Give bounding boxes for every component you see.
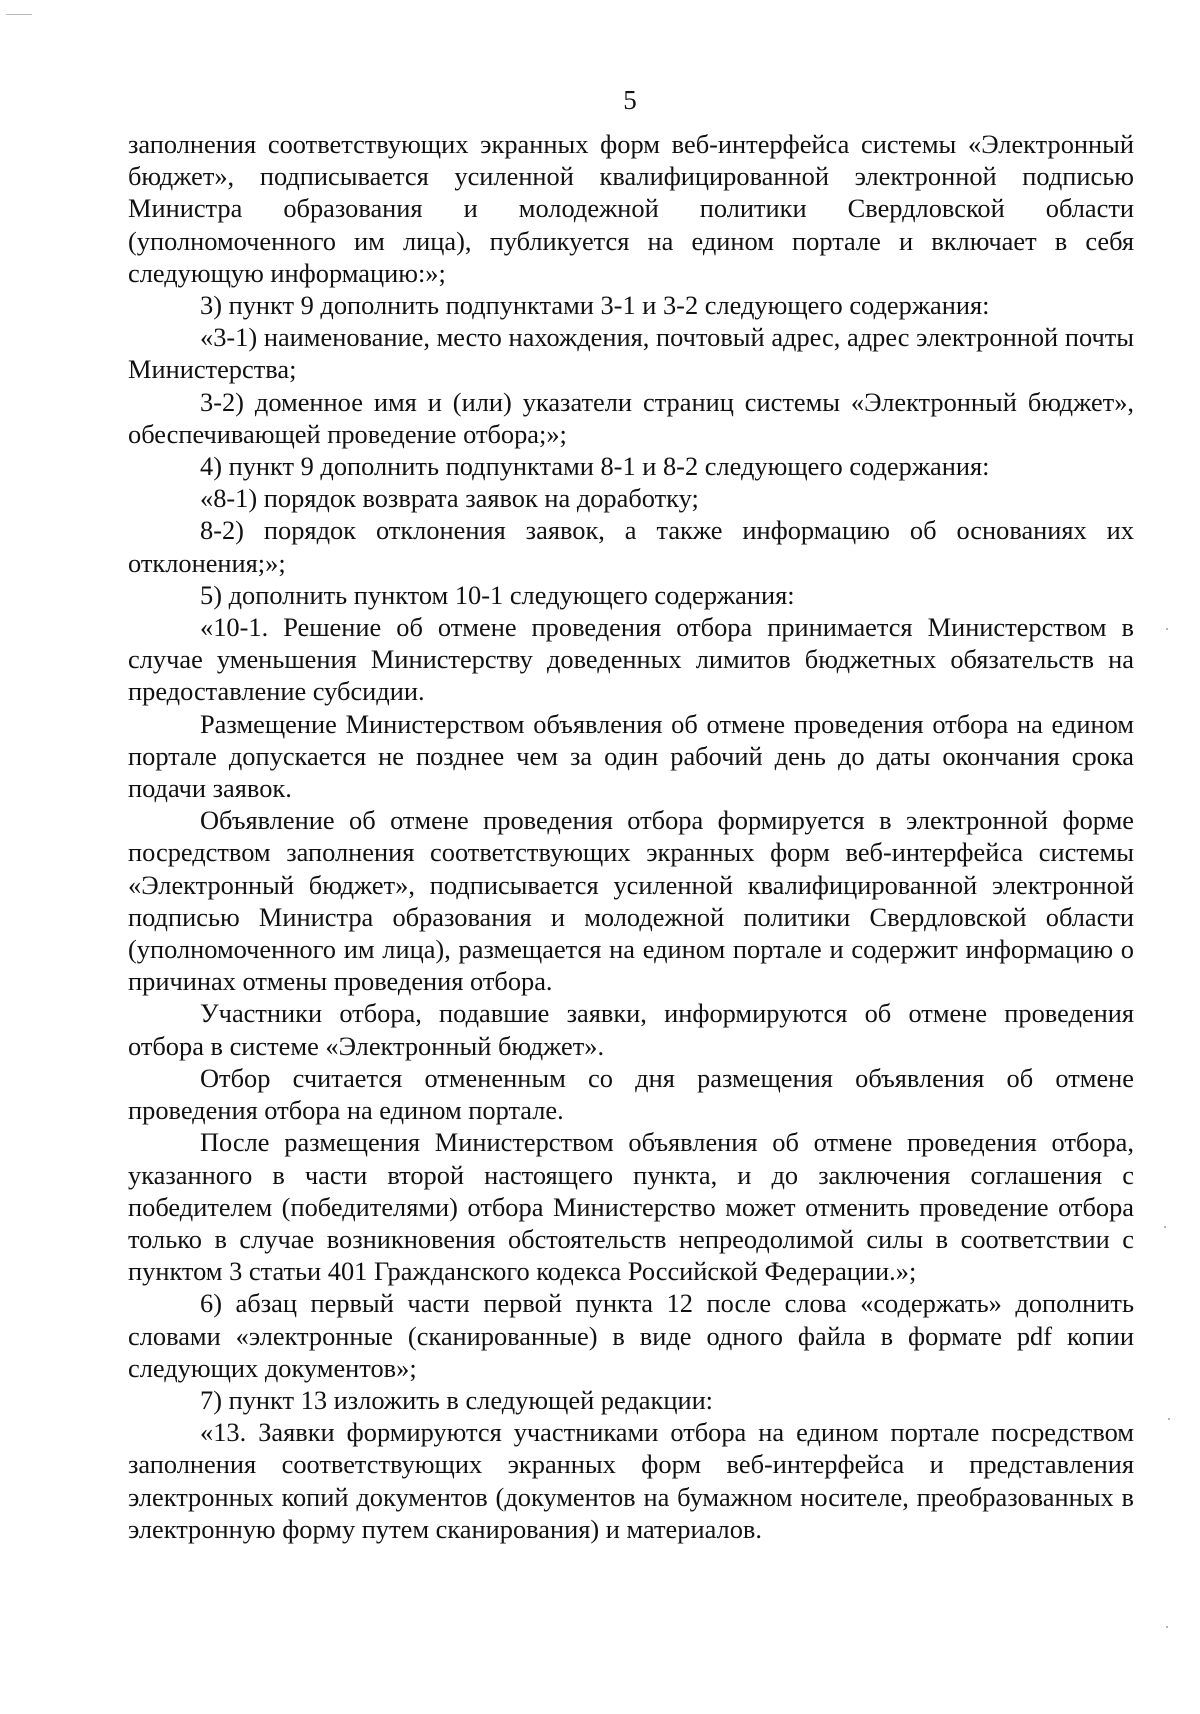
paragraph: 8-2) порядок отклонения заявок, а также информацию об основаниях их отклонения;»;	[128, 515, 1134, 578]
paragraph: После размещения Министерством объявления об отмене проведения отбора, указанного в части второй настоящего пункта, и до заключения соглашения с победителем (победителями) отбора Министерство может отменить проведение отбора только в случае возникновения обстоятельств непреодолимой силы в соответствии с пунктом 3 статьи 401 Гражданского кодекса Российской Федерации.»;	[128, 1127, 1134, 1287]
paragraph: 6) абзац первый части первой пункта 12 после слова «содержать» дополнить словами «электронные (сканированные) в виде одного файла в формате pdf копии следующих документов»;	[128, 1288, 1134, 1383]
paragraph: Отбор считается отмененным со дня размещения объявления об отмене проведения отбора на едином портале.	[128, 1062, 1134, 1126]
paragraph: «8-1) порядок возврата заявок на доработку;	[200, 483, 699, 514]
paragraph: 5) дополнить пунктом 10-1 следующего содержания:	[200, 579, 795, 610]
scan-corner-mark	[6, 14, 32, 15]
paragraph: 3-2) доменное имя и (или) указатели страниц системы «Электронный бюджет», обеспечивающей проведение отбора;»;	[128, 386, 1134, 449]
scan-speck	[1164, 1226, 1166, 1228]
paragraph: Участники отбора, подавшие заявки, информируются об отмене проведения отбора в системе «Электронный бюджет».	[128, 998, 1134, 1061]
paragraph: 3) пункт 9 дополнить подпунктами 3-1 и 3-2 следующего содержания:	[200, 290, 990, 321]
paragraph: «13. Заявки формируются участниками отбора на едином портале посредством заполнения соответствующих экранных форм веб-интерфейса и представления электронных копий документов (документов на бумажном носителе, преобразованных в электронную форму путем сканирования) и материалов.	[128, 1417, 1134, 1544]
paragraph: Размещение Министерством объявления об отмене проведения отбора на едином портале допускается не позднее чем за один рабочий день до даты окончания срока подачи заявок.	[128, 708, 1134, 804]
paragraph: «3-1) наименование, место нахождения, почтовый адрес, адрес электронной почты Министерства;	[128, 322, 1134, 385]
scan-speck	[1166, 628, 1168, 630]
page-number: 5	[623, 85, 637, 115]
paragraph: «10-1. Решение об отмене проведения отбора принимается Министерством в случае уменьшения Министерству доведенных лимитов бюджетных обязательств на предоставление субсидии.	[128, 612, 1134, 707]
paragraph: 4) пункт 9 дополнить подпунктами 8-1 и 8-2 следующего содержания:	[200, 451, 990, 482]
scan-speck	[1168, 1418, 1170, 1420]
paragraph: 7) пункт 13 изложить в следующей редакции:	[200, 1384, 714, 1415]
scan-speck	[1166, 1626, 1168, 1628]
paragraph: заполнения соответствующих экранных форм веб-интерфейса системы «Электронный бюджет», подписывается усиленной квалифицированной электронной подписью Министра образования и молодежной политики Свердловской области (уполномоченного им лица), публикуется на едином портале и включает в себя следующую информацию:»;	[128, 129, 1134, 288]
paragraph: Объявление об отмене проведения отбора формируется в электронной форме посредством заполнения соответствующих экранных форм веб-интерфейса системы «Электронный бюджет», подписывается усиленной квалифицированной электронной подписью Министра образования и молодежной политики Свердловской области (уполномоченного им лица), размещается на едином портале и содержит информацию о причинах отмены проведения отбора.	[128, 805, 1134, 997]
document-body	[128, 128, 1134, 1545]
